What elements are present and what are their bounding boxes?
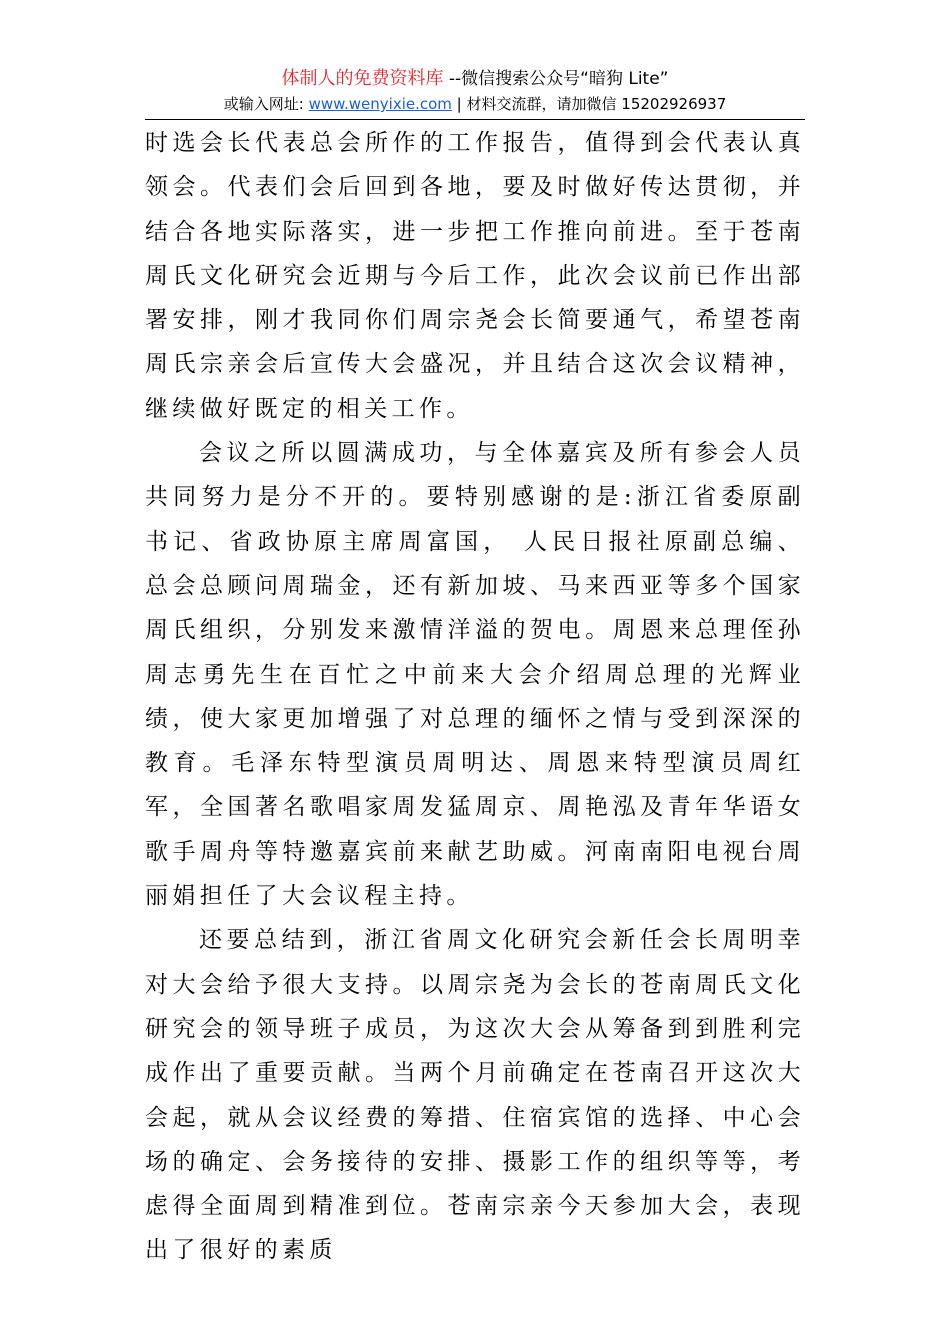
header-wechat-note: --微信搜索公众号“暗狗 Lite” bbox=[443, 69, 669, 89]
document-body bbox=[145, 121, 805, 1273]
header-brand: 体制人的免费资料库 bbox=[281, 68, 444, 89]
header-promo-line bbox=[0, 66, 950, 92]
header-divider: | bbox=[451, 95, 467, 113]
header-site-link[interactable]: www.wenyixie.com bbox=[308, 95, 452, 113]
paragraph-thanks: 会议之所以圆满成功，与全体嘉宾及所有参会人员共同努力是分不开的。要特别感谢的是:浙江省委原副书记、省政协原主席周富国， 人民日报社原副总编、总会总顾问周瑞金，还有新加坡、马来西亚等多个国家周氏组织，分别发来激情洋溢的贺电。周恩来总理侄孙周志勇先生在百忙之中前来大会介绍周总理的光辉业绩，使大家更加增强了对总理的缅怀之情与受到深深的教育。毛泽东特型演员周明达、周恩来特型演员周红军，全国著名歌唱家周发猛周京、周艳泓及青年华语女歌手周舟等特邀嘉宾前来献艺助威。河南南阳电视台周丽娟担任了大会议程主持。 bbox=[145, 440, 805, 910]
header-site-prefix: 或输入网址: bbox=[223, 95, 309, 113]
page-header bbox=[0, 66, 950, 116]
header-contact-line bbox=[0, 92, 950, 116]
paragraph-continued: 时选会长代表总会所作的工作报告，值得到会代表认真领会。代表们会后回到各地，要及时做好传达贯彻，并结合各地实际落实，进一步把工作推向前进。至于苍南周氏文化研究会近期与今后工作，此次会议前已作出部署安排，刚才我同你们周宗尧会长简要通气，希望苍南周氏宗亲会后宣传大会盛况，并且结合这次会议精神，继续做好既定的相关工作。 bbox=[145, 130, 805, 422]
header-rule bbox=[145, 119, 805, 120]
paragraph-summary: 还要总结到，浙江省周文化研究会新任会长周明幸对大会给予很大支持。以周宗尧为会长的苍南周氏文化研究会的领导班子成员，为这次大会从筹备到到胜利完成作出了重要贡献。当两个月前确定在苍南召开这次大会起，就从会议经费的筹措、住宿宾馆的选择、中心会场的确定、会务接待的安排、摄影工作的组织等等，考虑得全面周到精准到位。苍南宗亲今天参加大会，表现出了很好的素质 bbox=[145, 927, 805, 1264]
header-contact: 材料交流群，请加微信 15202926937 bbox=[466, 95, 727, 113]
